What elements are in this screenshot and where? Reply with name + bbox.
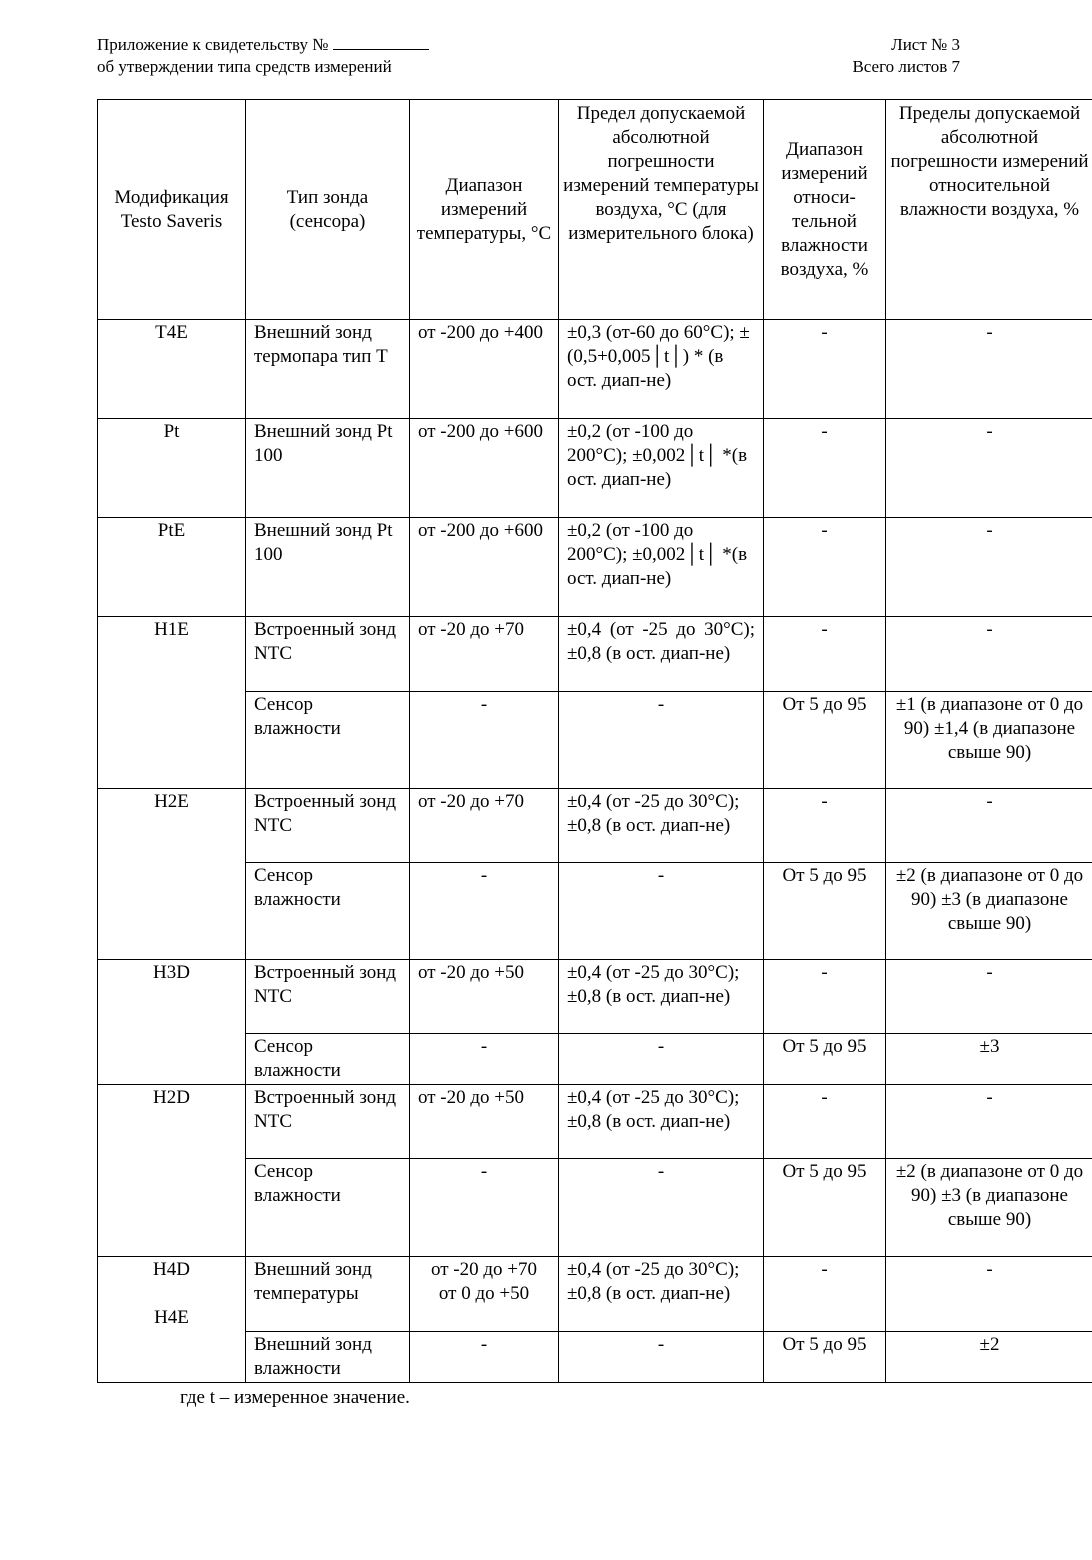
cell-hum-error: - xyxy=(886,1085,1092,1159)
table-row xyxy=(98,789,1092,863)
cell-temp-error: ±0,4 (от -25 до 30°С); ±0,8 (в ост. диап-не) xyxy=(559,789,764,863)
cell-hum-range: От 5 до 95 xyxy=(764,863,886,960)
cell-hum-range: - xyxy=(764,518,886,617)
cell-range: от -20 до +70 xyxy=(410,617,559,692)
cell-hum-error: - xyxy=(886,1257,1092,1332)
header-right xyxy=(820,34,960,78)
cell-hum-error: - xyxy=(886,960,1092,1034)
table-row xyxy=(98,320,1092,419)
total-sheets: Всего листов 7 xyxy=(852,57,960,76)
table-row xyxy=(98,1034,1092,1085)
cell-probe: Внешний зонд влажности xyxy=(246,1332,410,1383)
cell-range xyxy=(410,1257,559,1332)
cell-hum-range: - xyxy=(764,1085,886,1159)
table-row xyxy=(98,1332,1092,1383)
cell-temp-error: ±0,4 (от -25 до 30°С); ±0,8 (в ост. диап-не) xyxy=(559,617,764,692)
cell-probe: Сенсор влажности xyxy=(246,863,410,960)
certificate-number-blank xyxy=(333,35,429,50)
cell-temp-error: ±0,2 (от -100 до 200°С); ±0,002│t│ *(в ост. диап-не) xyxy=(559,419,764,518)
cell-hum-range: От 5 до 95 xyxy=(764,1159,886,1257)
cell-model: H1E xyxy=(98,617,246,789)
cell-hum-range: От 5 до 95 xyxy=(764,692,886,789)
table-row xyxy=(98,1159,1092,1257)
cell-range: от -20 до +70 xyxy=(410,789,559,863)
approval-line: об утверждении типа средств измерений xyxy=(97,57,392,76)
cell-range: от -200 до +400 xyxy=(410,320,559,419)
footnote: где t – измеренное значение. xyxy=(180,1387,410,1408)
cell-hum-error: ±2 xyxy=(886,1332,1092,1383)
cell-hum-error: - xyxy=(886,789,1092,863)
cell-hum-error: - xyxy=(886,419,1092,518)
col-temp-range: Диапазон измерений температуры, °C xyxy=(410,100,559,320)
cell-probe: Внешний зонд Pt 100 xyxy=(246,419,410,518)
range-line-2: от 0 до +50 xyxy=(438,1283,530,1304)
cell-temp-error: - xyxy=(559,1159,764,1257)
cell-probe: Встроенный зонд NTC xyxy=(246,617,410,692)
cell-hum-range: От 5 до 95 xyxy=(764,1332,886,1383)
col-modification: Модификация Testo Saveris xyxy=(98,100,246,320)
cell-model xyxy=(98,1257,246,1383)
cell-temp-error: ±0,4 (от -25 до 30°С); ±0,8 (в ост. диап-не) xyxy=(559,1257,764,1332)
table-row xyxy=(98,692,1092,789)
table-row xyxy=(98,1257,1092,1332)
cell-hum-error: - xyxy=(886,518,1092,617)
cell-range: от -200 до +600 xyxy=(410,419,559,518)
cell-probe: Внешний зонд температуры xyxy=(246,1257,410,1332)
cell-hum-range: От 5 до 95 xyxy=(764,1034,886,1085)
cell-temp-error: ±0,4 (от -25 до 30°С); ±0,8 (в ост. диап-не) xyxy=(559,1085,764,1159)
cell-hum-error: ±3 xyxy=(886,1034,1092,1085)
cell-hum-error: ±2 (в диапазоне от 0 до 90) ±3 (в диапазоне свыше 90) xyxy=(886,1159,1092,1257)
cell-hum-error: - xyxy=(886,617,1092,692)
cell-temp-error: ±0,2 (от -100 до 200°С); ±0,002│t│ *(в ост. диап-не) xyxy=(559,518,764,617)
cell-hum-error: ±1 (в диапазоне от 0 до 90) ±1,4 (в диапазоне свыше 90) xyxy=(886,692,1092,789)
cell-probe: Встроенный зонд NTC xyxy=(246,1085,410,1159)
col-hum-range: Диапазон измерений относи-тельной влажности воздуха, % xyxy=(764,100,886,320)
model-h4e: H4E xyxy=(154,1307,189,1328)
cell-hum-range: - xyxy=(764,419,886,518)
cell-model: PtE xyxy=(98,518,246,617)
cell-model: Pt xyxy=(98,419,246,518)
cell-range: от -20 до +50 xyxy=(410,1085,559,1159)
header-left xyxy=(97,34,429,78)
cell-probe: Внешний зонд Pt 100 xyxy=(246,518,410,617)
table-row xyxy=(98,617,1092,692)
cell-temp-error: - xyxy=(559,863,764,960)
specifications-table xyxy=(97,99,1092,1383)
range-line-1: от -20 до +70 xyxy=(430,1259,537,1280)
sheet-number: Лист № 3 xyxy=(891,35,960,54)
cell-probe: Внешний зонд термопара тип T xyxy=(246,320,410,419)
col-probe-type: Тип зонда (сенсора) xyxy=(246,100,410,320)
cell-range: - xyxy=(410,692,559,789)
cell-probe: Встроенный зонд NTC xyxy=(246,960,410,1034)
cell-range: - xyxy=(410,1159,559,1257)
cell-probe: Сенсор влажности xyxy=(246,1159,410,1257)
certificate-line: Приложение к свидетельству № xyxy=(97,35,329,54)
cell-model: H2E xyxy=(98,789,246,960)
cell-probe: Встроенный зонд NTC xyxy=(246,789,410,863)
cell-hum-range: - xyxy=(764,960,886,1034)
cell-temp-error: - xyxy=(559,1332,764,1383)
table-header-row xyxy=(98,100,1092,320)
table-row xyxy=(98,960,1092,1034)
cell-range: от -200 до +600 xyxy=(410,518,559,617)
col-hum-error: Пределы допускаемой абсолютной погрешности измерений относительной влажности воздуха, % xyxy=(886,100,1092,320)
cell-temp-error: ±0,3 (от-60 до 60°С); ±(0,5+0,005│t│) * (в ост. диап-не) xyxy=(559,320,764,419)
cell-hum-range: - xyxy=(764,617,886,692)
cell-model: T4E xyxy=(98,320,246,419)
cell-hum-error: - xyxy=(886,320,1092,419)
cell-probe: Сенсор влажности xyxy=(246,1034,410,1085)
cell-range: от -20 до +50 xyxy=(410,960,559,1034)
cell-temp-error: - xyxy=(559,1034,764,1085)
cell-range: - xyxy=(410,1034,559,1085)
col-temp-error: Предел допускаемой абсолютной погрешности измерений температуры воздуха, °С (для измерительного блока) xyxy=(559,100,764,320)
table-row xyxy=(98,518,1092,617)
table-row xyxy=(98,419,1092,518)
cell-model: H2D xyxy=(98,1085,246,1257)
cell-hum-range: - xyxy=(764,320,886,419)
cell-range: - xyxy=(410,1332,559,1383)
cell-hum-range: - xyxy=(764,789,886,863)
cell-range: - xyxy=(410,863,559,960)
table-row xyxy=(98,863,1092,960)
cell-hum-error: ±2 (в диапазоне от 0 до 90) ±3 (в диапазоне свыше 90) xyxy=(886,863,1092,960)
model-h4d: H4D xyxy=(153,1259,190,1280)
cell-model: H3D xyxy=(98,960,246,1085)
cell-temp-error: ±0,4 (от -25 до 30°С); ±0,8 (в ост. диап-не) xyxy=(559,960,764,1034)
cell-hum-range: - xyxy=(764,1257,886,1332)
cell-temp-error: - xyxy=(559,692,764,789)
cell-probe: Сенсор влажности xyxy=(246,692,410,789)
table-row xyxy=(98,1085,1092,1159)
